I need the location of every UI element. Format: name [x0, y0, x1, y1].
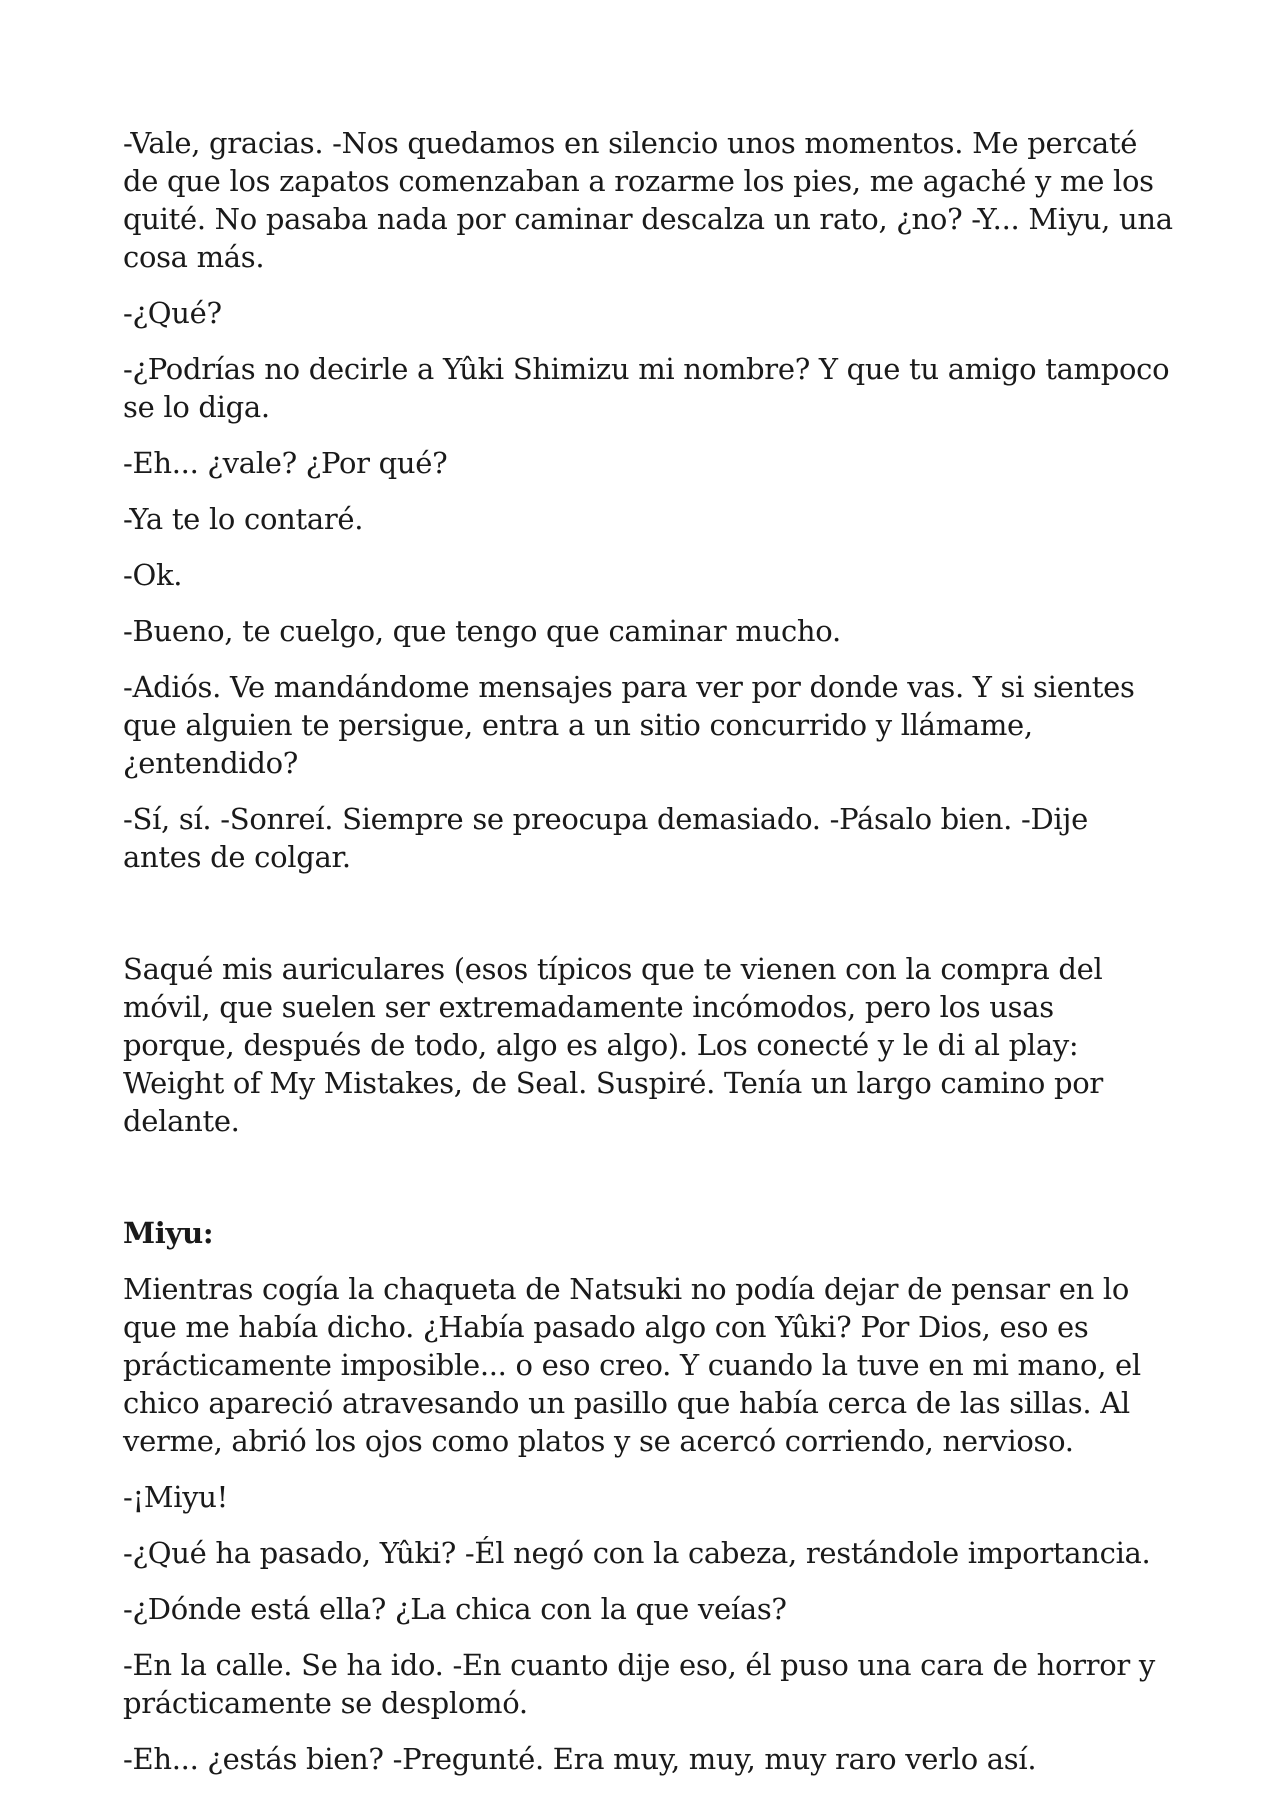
section-heading: Miyu:: [123, 1216, 214, 1250]
paragraph: -Adiós. Ve mandándome mensajes para ver por donde vas. Y si sientes que alguien te persigue, entra a un sitio concurrido y llámame, ¿entendido?: [123, 670, 1135, 780]
paragraph: -Bueno, te cuelgo, que tengo que caminar mucho.: [123, 614, 841, 648]
section-gap: [123, 894, 1173, 950]
paragraph: -Eh... ¿vale? ¿Por qué?: [123, 446, 448, 480]
paragraph: -Ya te lo contaré.: [123, 502, 364, 536]
paragraph: Saqué mis auriculares (esos típicos que te vienen con la compra del móvil, que suelen ser extremadamente incómodos, pero los usas porque, después de todo, algo es algo). Los conecté y le di al play: Weight of My Mistakes, de Seal. Suspiré. Tenía un largo camino por delante.: [123, 952, 1103, 1138]
paragraph: -Sí, sí. -Sonreí. Siempre se preocupa demasiado. -Pásalo bien. -Dije antes de colgar.: [123, 802, 1088, 874]
section-gap: [123, 1158, 1173, 1214]
paragraph: -¿Podrías no decirle a Yûki Shimizu mi nombre? Y que tu amigo tampoco se lo diga.: [123, 352, 1170, 424]
document-body: [123, 124, 1173, 1796]
paragraph: -Vale, gracias. -Nos quedamos en silencio unos momentos. Me percaté de que los zapatos comenzaban a rozarme los pies, me agaché y me los quité. No pasaba nada por caminar descalza un rato, ¿no? -Y... Miyu, una cosa más.: [123, 126, 1173, 274]
paragraph: -¡Miyu!: [123, 1480, 229, 1514]
paragraph: -Ok.: [123, 558, 183, 592]
paragraph: -¿Dónde está ella? ¿La chica con la que veías?: [123, 1592, 787, 1626]
paragraph: Mientras cogía la chaqueta de Natsuki no podía dejar de pensar en lo que me había dicho. ¿Había pasado algo con Yûki? Por Dios, eso es prácticamente imposible... o eso creo. Y cuando la tuve en mi mano, el chico apareció atravesando un pasillo que había cerca de las sillas. Al verme, abrió los ojos como platos y se acercó corriendo, nervioso.: [123, 1272, 1141, 1458]
paragraph: -¿Qué?: [123, 296, 222, 330]
paragraph: -¿Qué ha pasado, Yûki? -Él negó con la cabeza, restándole importancia.: [123, 1536, 1151, 1570]
paragraph: -En la calle. Se ha ido. -En cuanto dije eso, él puso una cara de horror y prácticamente se desplomó.: [123, 1648, 1155, 1720]
paragraph: -Eh... ¿estás bien? -Pregunté. Era muy, muy, muy raro verlo así.: [123, 1742, 1037, 1776]
